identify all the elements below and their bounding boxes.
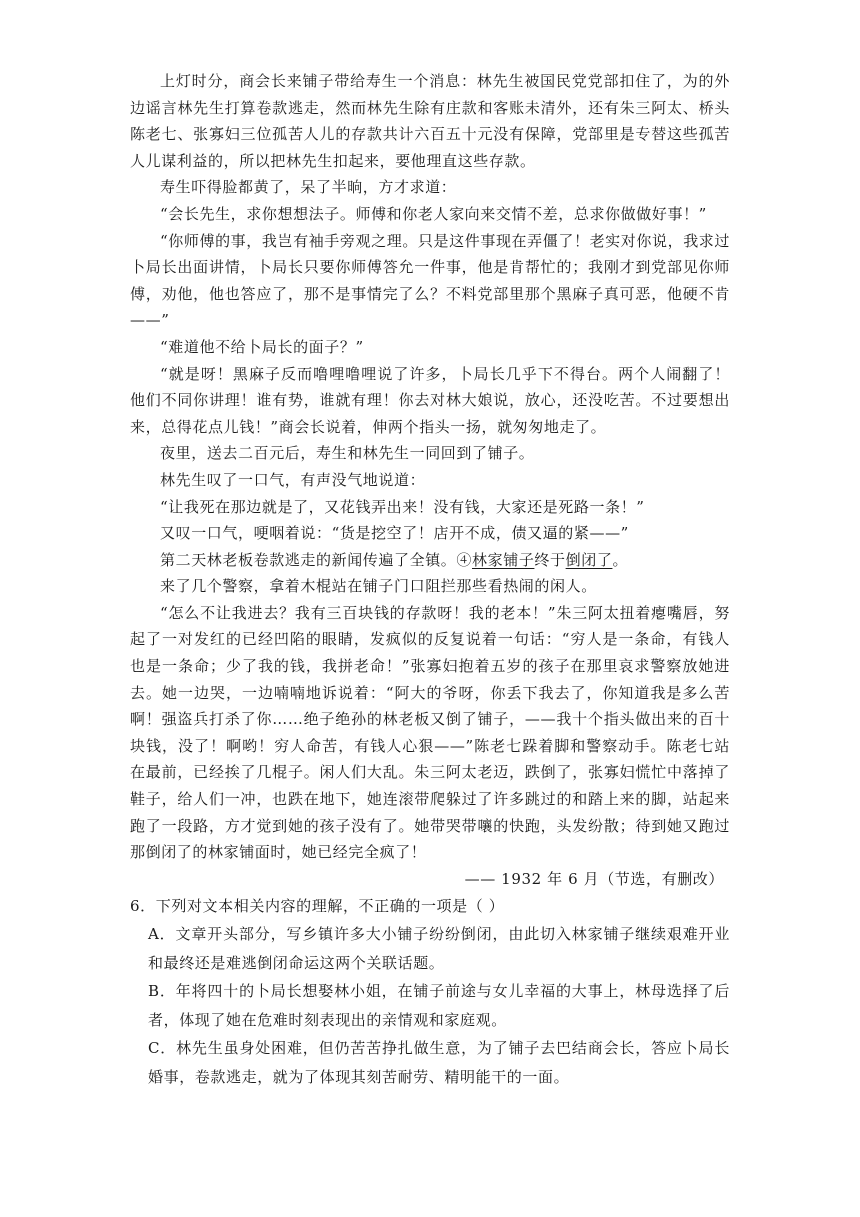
underlined-phrase: 林家铺子 (472, 550, 535, 569)
paragraph: “你师傅的事，我岂有袖手旁观之理。只是这件事现在弄僵了！老实对你说，我求过卜局长出面讲情，卜局长只要你师傅答允一件事，他是肯帮忙的；我刚才到党部见你师傅，劝他，他也答应了，那不是事情完了么？不料党部里那个黑麻子真可恶，他硬不肯——” (130, 231, 730, 330)
paragraph: 寿生吓得脸都黄了，呆了半晌，方才求道： (160, 178, 457, 197)
question-block (130, 892, 730, 1091)
paragraph: 林先生叹了一口气，有声没气地说道： (160, 470, 426, 489)
paragraph: 夜里，送去二百元后，寿生和林先生一同回到了铺子。 (160, 444, 535, 463)
reading-passage (130, 68, 730, 892)
paragraph-with-marked-sentence (130, 547, 730, 574)
paragraph: “就是呀！黑麻子反而噜哩噜哩说了许多，卜局长几乎下不得台。两个人闹翻了！ 他们不同你讲理！谁有势，谁就有理！你去对林大娘说，放心，还没吃苦。不过要想出来，总得花点儿钱！”商会长说着，伸两个指头一扬，就匆匆地走了。 (130, 364, 730, 436)
paragraph: 来了几个警察，拿着木棍站在铺子门口阻拦那些看热闹的闲人。 (160, 577, 597, 596)
question-stem: 6．下列对文本相关内容的理解，不正确的一项是（ ） (130, 897, 505, 916)
emphasis-phrase: 终于 (534, 550, 566, 569)
paragraph: “会长先生，求你想想法子。师傅和你老人家向来交情不差，总求你做做好事！” (160, 204, 707, 223)
paragraph: “怎么不让我进去？我有三百块钱的存款呀！我的老本！”朱三阿太扭着瘪嘴唇，努起了一对发红的已经凹陷的眼睛，发疯似的反复说着一句话：“穷人是一条命，有钱人也是一条命；少了我的钱，我拼老命！”张寡妇抱着五岁的孩子在那里哀求警察放她进去。她一边哭，一边喃喃地诉说着：“阿大的爷呀，你丢下我去了，你知道我是多么苦啊！强盗兵打杀了你……绝子绝孙的林老板又倒了铺子，——我十个指头做出来的百十块钱，没了！啊哟！穷人命苦，有钱人心狠——”陈老七跺着脚和警察动手。陈老七站在最前，已经挨了几棍子。闲人们大乱。朱三阿太老迈，跌倒了，张寡妇慌忙中落掉了鞋子，给人们一冲，也跌在地下，她连滚带爬躲过了许多跳过的和踏上来的脚，站起来跑了一段路，方才觉到她的孩子没有了。她带哭带嚷的快跑，头发纷散；待到她又跑过那倒闭了的林家铺面时，她已经完全疯了！ (130, 603, 730, 862)
option-b: B．年将四十的卜局长想娶林小姐，在铺子前途与女儿幸福的大事上，林母选择了后者，体现了她在危难时刻表现出的亲情观和家庭观。 (148, 982, 730, 1029)
paragraph: 又叹一口气，哽咽着说：“货是挖空了！店开不成，债又逼的紧——” (160, 524, 629, 543)
sentence-end: 。 (612, 550, 629, 569)
paragraph: “让我死在那边就是了，又花钱弄出来！没有钱，大家还是死路一条！” (160, 497, 645, 516)
underlined-phrase: 倒闭了 (565, 550, 613, 569)
option-a: A．文章开头部分，写乡镇许多大小铺子纷纷倒闭，由此切入林家铺子继续艰难开业和最终还是难逃倒闭命运这两个关联话题。 (148, 925, 730, 972)
document-page (130, 68, 730, 1091)
sentence-marker: ④ (456, 550, 473, 569)
sentence-text: 第二天林老板卷款逃走的新闻传遍了全镇。 (160, 550, 457, 569)
source-note: —— 1932 年 6 月（节选，有删改） (464, 869, 724, 888)
paragraph: “难道他不给卜局长的面子？” (160, 337, 364, 356)
paragraph: 上灯时分，商会长来铺子带给寿生一个消息：林先生被国民党党部扣住了，为的外边谣言林先生打算卷款逃走，然而林先生除有庄款和客账未清外，还有朱三阿太、桥头陈老七、张寡妇三位孤苦人儿的存款共计六百五十元没有保障，党部里是专替这些孤苦人儿谋利益的，所以把林先生扣起来，要他理直这些存款。 (130, 72, 730, 170)
option-c: C．林先生虽身处困难，但仍苦苦挣扎做生意，为了铺子去巴结商会长，答应卜局长婚事，卷款逃走，就为了体现其刻苦耐劳、精明能干的一面。 (148, 1039, 730, 1086)
